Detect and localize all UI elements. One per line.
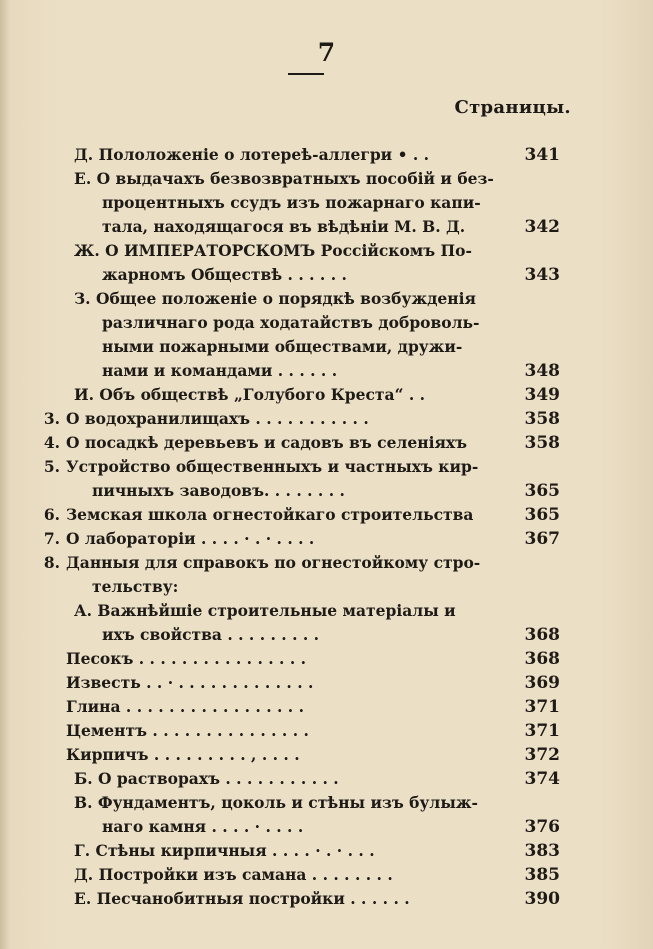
toc-entry [102, 263, 560, 287]
toc-entry-page: 348 [524, 361, 560, 381]
page-column-header: Страницы. [454, 97, 571, 118]
toc-entry-text: ными пожарными обществами, дружи- [102, 337, 463, 356]
toc-entry-page: 368 [524, 625, 560, 645]
toc-entry [74, 383, 560, 407]
toc-entry-page: 358 [524, 409, 560, 429]
toc-entry-text: тельству: [92, 577, 179, 596]
toc-entry-text: Б. О растворахъ . . . . . . . . . . . [74, 769, 339, 788]
toc-entry-text: жарномъ Обществѣ . . . . . . [102, 265, 347, 284]
toc-entry-text: А. Важнѣйшіе строительные матеріалы и [74, 601, 456, 620]
toc-entry-text: Д. Постройки изъ самана . . . . . . . . [74, 865, 393, 884]
toc-entry-text: нами и командами . . . . . . [102, 361, 338, 380]
toc-entry-text: Земская школа огнестойкаго строительства [66, 505, 474, 524]
toc-entry-number: 4. [43, 433, 60, 452]
toc-entry [43, 455, 560, 479]
toc-entry-text: Песокъ . . . . . . . . . . . . . . . . [66, 649, 307, 668]
toc-entry [43, 503, 560, 527]
toc-entry [66, 719, 560, 743]
toc-entry-text: Е. О выдачахъ безвозвратныхъ пособій и без- [74, 169, 494, 188]
toc-entry-text: Цементъ . . . . . . . . . . . . . . . [66, 721, 309, 740]
toc-entry-page: 365 [524, 481, 560, 501]
toc-entry [74, 791, 560, 815]
toc-entry-page: 371 [524, 697, 560, 717]
toc-entry [74, 887, 560, 911]
toc-entry-page: 383 [524, 841, 560, 861]
toc-entry [92, 479, 560, 503]
toc-entry-page: 390 [524, 889, 560, 909]
toc-entry [102, 359, 560, 383]
toc-entry [74, 863, 560, 887]
toc-entry [43, 431, 560, 455]
toc-entry [74, 287, 560, 311]
toc-entry-text: наго камня . . . . · . . . . [102, 817, 304, 836]
toc-entry-text: Е. Песчанобитныя постройки . . . . . . [74, 889, 410, 908]
toc-entry [66, 695, 560, 719]
toc-entry-number: 5. [43, 457, 60, 476]
toc-entry-text: З. Общее положеніе о порядкѣ возбужденія [74, 289, 476, 308]
toc-entry-text: процентныхъ ссудъ изъ пожарнаго капи- [102, 193, 481, 212]
toc-entry-text: Устройство общественныхъ и частныхъ кир- [66, 457, 479, 476]
toc-entry-page: 367 [524, 529, 560, 549]
toc-entry [74, 143, 560, 167]
toc-entry [102, 311, 560, 335]
toc-entry [74, 167, 560, 191]
toc-entry-number: 3. [43, 409, 60, 428]
toc-entry-page: 385 [524, 865, 560, 885]
toc-entry [43, 551, 560, 575]
toc-entry-page: 365 [524, 505, 560, 525]
toc-entry-text: ихъ свойства . . . . . . . . . [102, 625, 320, 644]
toc-entry-text: О водохранилищахъ . . . . . . . . . . . [66, 409, 369, 428]
toc-entry-text: О лабораторіи . . . . · . · . . . . [66, 529, 315, 548]
toc-entry [66, 743, 560, 767]
toc-entry [102, 815, 560, 839]
toc-entry [74, 839, 560, 863]
toc-entry [74, 239, 560, 263]
toc-entry-page: 349 [524, 385, 560, 405]
toc-entry [102, 335, 560, 359]
toc-entry [74, 599, 560, 623]
toc-entry-page: 372 [524, 745, 560, 765]
toc-entry-page: 358 [524, 433, 560, 453]
toc-entry-page: 371 [524, 721, 560, 741]
toc-entry-text: различнаго рода ходатайствъ доброволь- [102, 313, 480, 332]
toc-entry [102, 623, 560, 647]
toc-entry [43, 407, 560, 431]
toc-entry-text: Данныя для справокъ по огнестойкому стро- [66, 553, 481, 572]
toc-entry-number: 7. [43, 529, 60, 548]
toc-entry [66, 671, 560, 695]
toc-entry-text: пичныхъ заводовъ. . . . . . . . [92, 481, 345, 500]
page-number: 7 [317, 38, 336, 67]
toc-entry [102, 215, 560, 239]
toc-entry [43, 527, 560, 551]
toc-entry-page: 369 [524, 673, 560, 693]
toc-entry [66, 647, 560, 671]
toc-entry-page: 376 [524, 817, 560, 837]
toc-entry-number: 8. [43, 553, 60, 572]
toc-entry-page: 342 [524, 217, 560, 237]
toc-entry-text: Кирпичъ . . . . . . . . . , . . . . [66, 745, 300, 764]
toc-entry-page: 368 [524, 649, 560, 669]
toc-entry [102, 191, 560, 215]
toc-entry-text: И. Объ обществѣ „Голубого Креста“ . . [74, 385, 426, 404]
toc-entry-number: 6. [43, 505, 60, 524]
toc-entry-text: О посадкѣ деревьевъ и садовъ въ селеніяхъ [66, 433, 468, 452]
toc-entry-text: В. Фундаментъ, цоколь и стѣны изъ булыж- [74, 793, 478, 812]
toc-entry-text: тала, находящагося въ вѣдѣніи М. В. Д. [102, 217, 466, 236]
toc-entry-text: Глина . . . . . . . . . . . . . . . . . [66, 697, 304, 716]
toc-entry-page: 343 [524, 265, 560, 285]
toc-entry-text: Д. Пололоженіе о лотереѣ-аллегри • . . [74, 145, 430, 164]
toc-entry-page: 374 [524, 769, 560, 789]
toc-entry-text: Г. Стѣны кирпичныя . . . . · . · . . . [74, 841, 375, 860]
toc-entry-page: 341 [524, 145, 560, 165]
toc-entry [92, 575, 560, 599]
toc-entry-text: Ж. О ИМПЕРАТОРСКОМЪ Россійскомъ По- [74, 241, 472, 260]
toc-entry [74, 767, 560, 791]
toc-entry-text: Известь . . · . . . . . . . . . . . . . [66, 673, 314, 692]
